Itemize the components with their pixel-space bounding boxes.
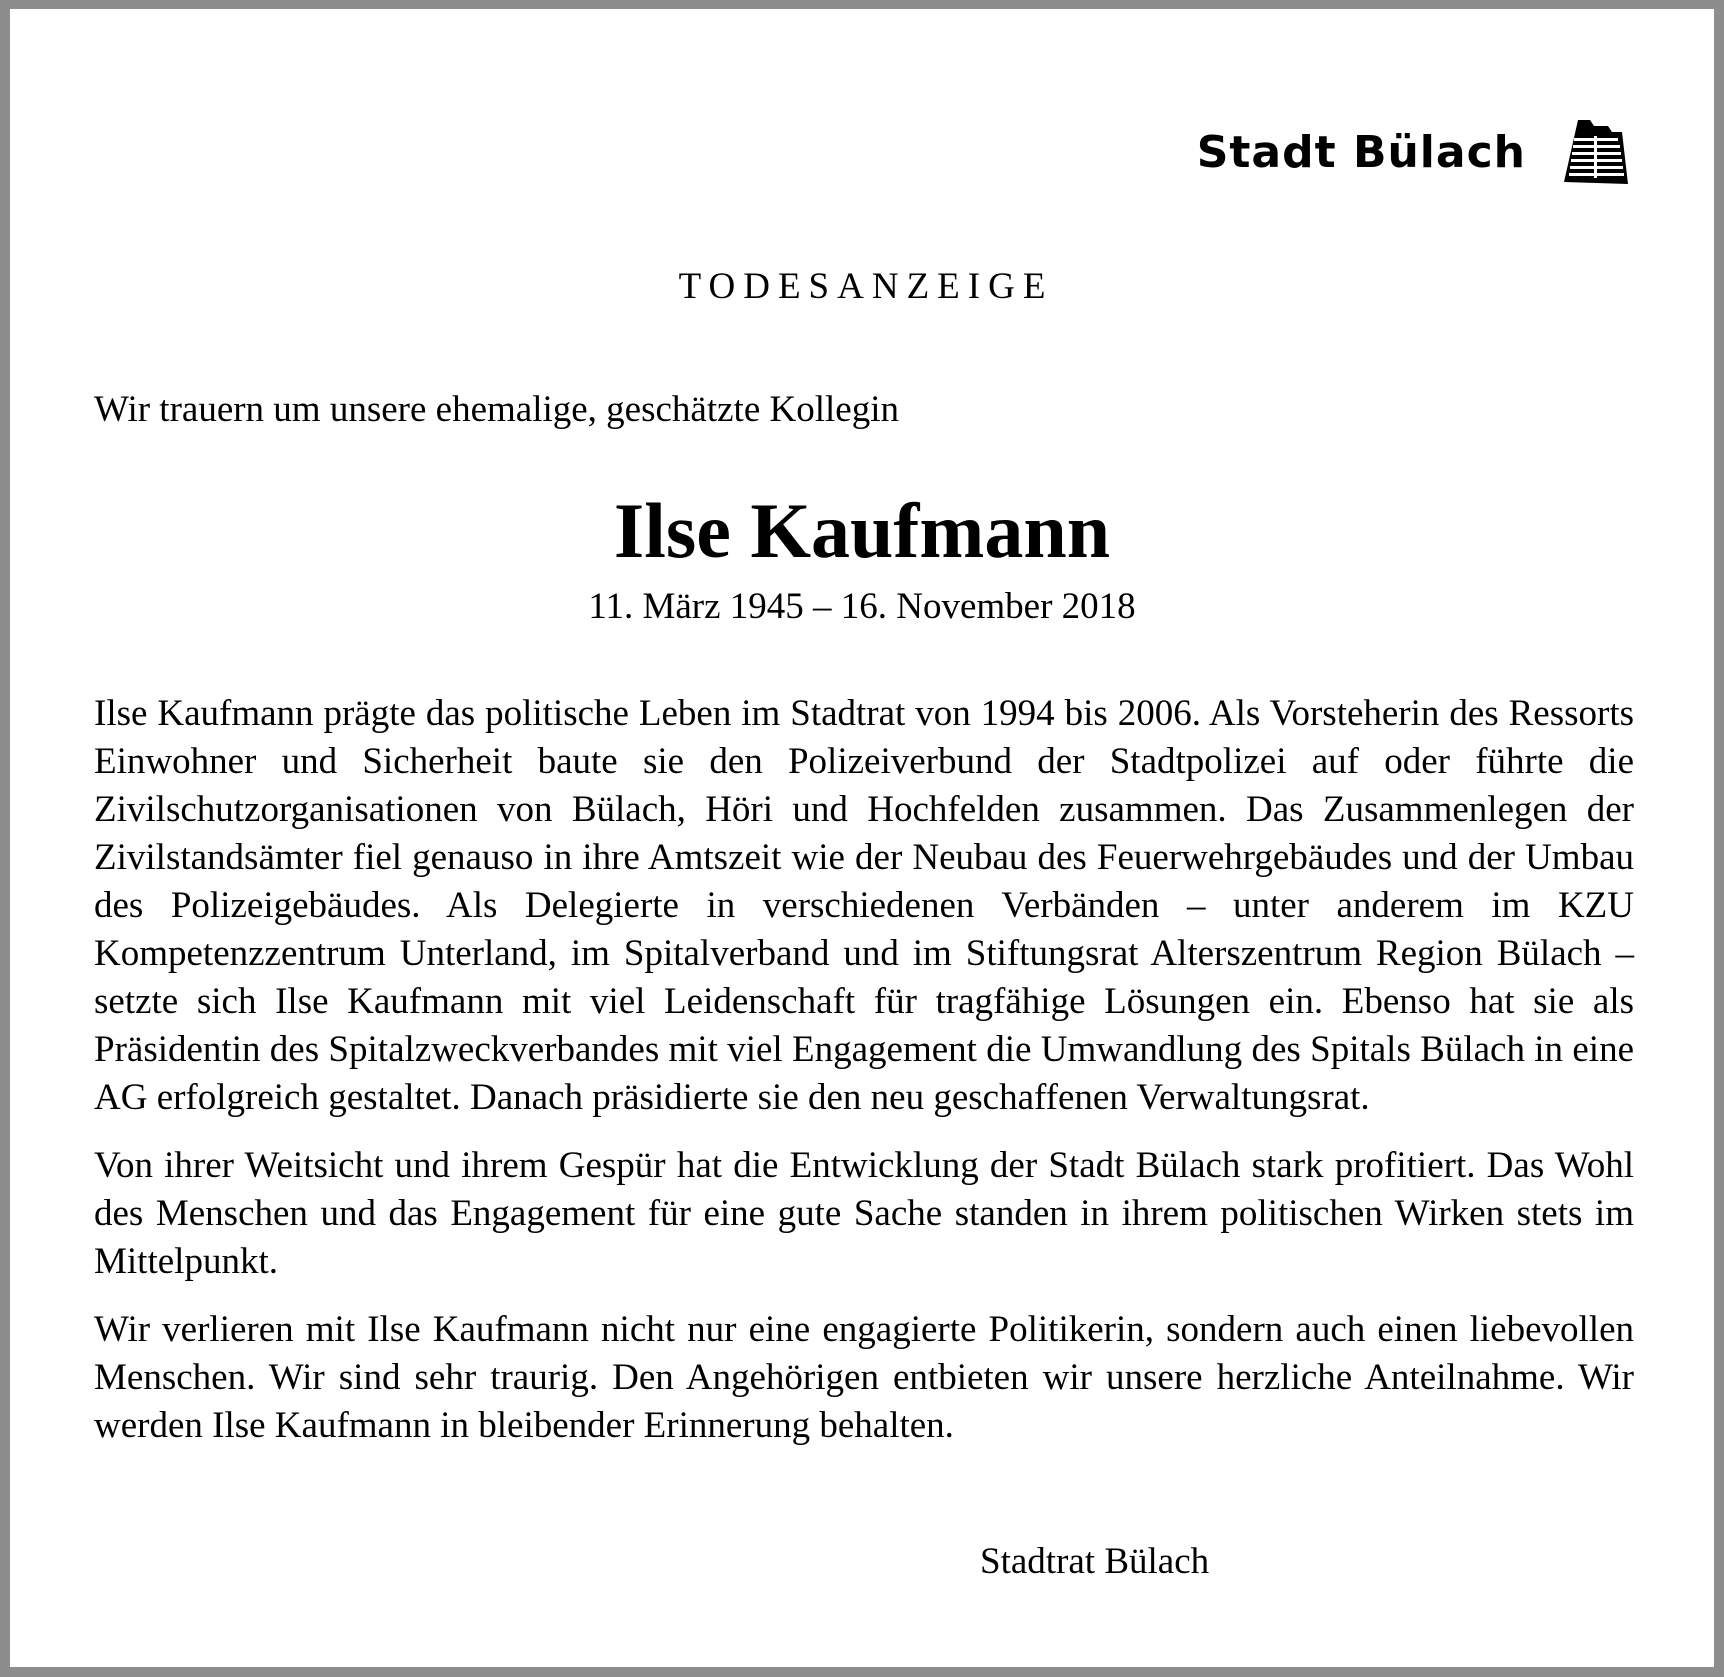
logo bbox=[1197, 118, 1628, 188]
paragraph: Wir verlieren mit Ilse Kaufmann nicht nur eine engagierte Politikerin, sondern auch einen liebevollen Menschen. Wir sind sehr traurig. Den Angehörigen entbieten wir unsere herzliche Anteilnahme. Wir werden Ilse Kaufmann in bleibender Erinnerung behalten. bbox=[94, 1309, 1634, 1446]
city-emblem-icon bbox=[1564, 118, 1628, 188]
body-text bbox=[94, 690, 1634, 1470]
intro-line: Wir trauern um unsere ehemalige, geschätzte Kollegin bbox=[94, 389, 899, 430]
signature: Stadtrat Bülach bbox=[980, 1541, 1210, 1582]
logo-text: Stadt Bülach bbox=[1196, 127, 1526, 178]
notice-heading: TODESANZEIGE bbox=[678, 266, 1054, 307]
paragraph: Ilse Kaufmann prägte das politische Leben im Stadtrat von 1994 bis 2006. Als Vorsteherin des Ressorts Einwohner und Sicherheit baute sie den Polizeiverbund der Stadtpolizei auf oder führte die Zivilschutzorganisationen von Bülach, Höri und Hochfelden zusammen. Das Zusammenlegen der Zivilstandsämter fiel genauso in ihre Amtszeit wie der Neubau des Feuerwehrgebäudes und der Umbau des Polizeigebäudes. Als Delegierte in verschiedenen Verbänden – unter anderem im KZU Kompetenzzentrum Unterland, im Spitalverband und im Stiftungsrat Alterszentrum Region Bülach – setzte sich Ilse Kaufmann mit viel Leidenschaft für tragfähige Lösungen ein. Ebenso hat sie als Präsidentin des Spitalzweckverbandes mit viel Engagement die Umwandlung des Spitals Bülach in eine AG erfolgreich gestaltet. Danach präsidierte sie den neu geschaffenen Verwaltungsrat. bbox=[94, 693, 1634, 1118]
paragraph: Von ihrer Weitsicht und ihrem Gespür hat die Entwicklung der Stadt Bülach stark profitiert. Das Wohl des Menschen und das Engagement für eine gute Sache standen in ihrem politischen Wirken stets im Mittelpunkt. bbox=[94, 1145, 1634, 1282]
life-dates: 11. März 1945 – 16. November 2018 bbox=[588, 586, 1136, 627]
deceased-name: Ilse Kaufmann bbox=[613, 487, 1111, 574]
